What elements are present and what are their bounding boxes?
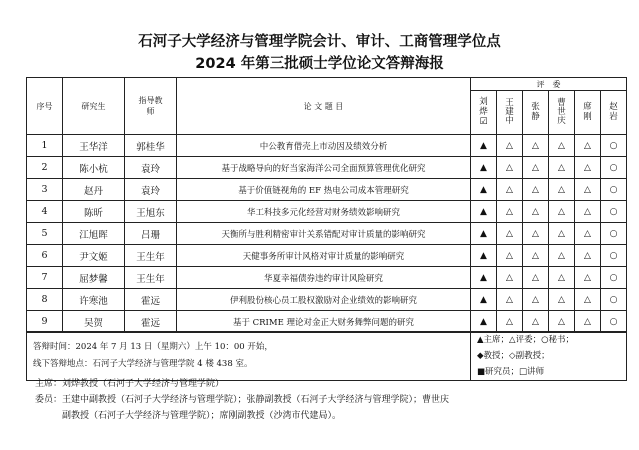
table-row <box>27 223 627 245</box>
defense-place: 线下答辩地点：石河子大学经济与管理学院 4 楼 438 室。 <box>33 359 253 369</box>
row-topic: 基于战略导向的好当家海洋公司全面预算管理优化研究 <box>177 157 471 179</box>
row-index: 2 <box>27 157 63 179</box>
row-judge-mark: △ <box>523 267 549 289</box>
row-judge-mark: △ <box>523 157 549 179</box>
row-topic: 华夏幸福债券违约审计风险研究 <box>177 267 471 289</box>
row-judge-mark: ○ <box>601 201 627 223</box>
row-judge-mark: ○ <box>601 311 627 333</box>
row-student: 赵丹 <box>63 179 125 201</box>
row-judge-mark: △ <box>575 245 601 267</box>
poster-title-line2: 2024 年第三批硕士学位论文答辩海报 <box>195 56 444 72</box>
row-index: 1 <box>27 135 63 157</box>
row-advisor: 王旭东 <box>125 201 177 223</box>
judge-header-3 <box>523 91 549 135</box>
row-advisor: 霍远 <box>125 311 177 333</box>
row-judge-mark: △ <box>523 223 549 245</box>
row-judge-mark: △ <box>575 135 601 157</box>
row-advisor: 王生年 <box>125 267 177 289</box>
row-advisor: 袁玲 <box>125 157 177 179</box>
row-index: 9 <box>27 311 63 333</box>
row-topic: 天衡所与胜利精密审计关系错配对审计质量的影响研究 <box>177 223 471 245</box>
row-advisor: 王生年 <box>125 245 177 267</box>
row-advisor: 郭桂华 <box>125 135 177 157</box>
judge-name: 席刚 <box>583 102 592 122</box>
row-student: 尹文姬 <box>63 245 125 267</box>
row-advisor: 霍远 <box>125 289 177 311</box>
defense-schedule-table <box>26 77 627 333</box>
row-judge-mark: △ <box>575 223 601 245</box>
defense-time: 答辩时间：2024 年 7 月 13 日（星期六）上午 10：00 开始， <box>33 342 273 352</box>
row-judge-mark: △ <box>575 201 601 223</box>
row-advisor: 吕珊 <box>125 223 177 245</box>
row-student: 许寒池 <box>63 289 125 311</box>
row-topic: 华工科技多元化经营对财务绩效影响研究 <box>177 201 471 223</box>
row-judge-mark: △ <box>575 157 601 179</box>
row-judge-mark: △ <box>523 201 549 223</box>
row-judge-mark: △ <box>549 289 575 311</box>
judge-name: 刘烨 <box>479 97 488 117</box>
row-judge-mark: △ <box>549 267 575 289</box>
row-judge-mark: ▲ <box>471 289 497 311</box>
row-judge-mark: △ <box>497 157 523 179</box>
judge-name: 曹世庆 <box>557 97 566 127</box>
row-judge-mark: ○ <box>601 289 627 311</box>
row-judge-mark: ▲ <box>471 179 497 201</box>
row-judge-mark: ▲ <box>471 201 497 223</box>
table-row <box>27 157 627 179</box>
row-judge-mark: △ <box>549 201 575 223</box>
judge-name: 赵岩 <box>609 102 618 122</box>
row-judge-mark: ▲ <box>471 267 497 289</box>
row-judge-mark: △ <box>497 267 523 289</box>
row-judge-mark: △ <box>497 223 523 245</box>
row-judge-mark: ▲ <box>471 223 497 245</box>
header-index: 序号 <box>27 78 63 135</box>
table-row <box>27 311 627 333</box>
row-judge-mark: △ <box>575 289 601 311</box>
row-topic: 天健事务所审计风格对审计质量的影响研究 <box>177 245 471 267</box>
row-topic: 基于价值链视角的 EF 热电公司成本管理研究 <box>177 179 471 201</box>
row-index: 3 <box>27 179 63 201</box>
row-student: 江旭晖 <box>63 223 125 245</box>
row-advisor: 袁玲 <box>125 179 177 201</box>
row-judge-mark: △ <box>497 135 523 157</box>
row-judge-mark: △ <box>523 311 549 333</box>
table-row <box>27 245 627 267</box>
row-judge-mark: △ <box>575 311 601 333</box>
judge-header-4 <box>549 91 575 135</box>
row-judge-mark: △ <box>523 135 549 157</box>
header-topic: 论 文 题 目 <box>177 78 471 135</box>
judge-header-6 <box>601 91 627 135</box>
row-judge-mark: △ <box>575 267 601 289</box>
row-judge-mark: ○ <box>601 135 627 157</box>
table-row <box>27 201 627 223</box>
row-student: 屈梦馨 <box>63 267 125 289</box>
defense-info <box>27 332 471 381</box>
committee-chair: 主席：刘烨教授（石河子大学经济与管理学院） <box>35 379 225 389</box>
row-judge-mark: △ <box>549 223 575 245</box>
poster-title-line1: 石河子大学经济与管理学院会计、审计、工商管理学位点 <box>138 34 501 50</box>
row-student: 王华洋 <box>63 135 125 157</box>
row-judge-mark: ▲ <box>471 245 497 267</box>
legend <box>471 332 627 381</box>
row-topic: 中公教育借壳上市动因及绩效分析 <box>177 135 471 157</box>
committee-members-line1: 委员：王建中副教授（石河子大学经济与管理学院）；张静副教授（石河子大学经济与管理学院）；曹世庆 <box>35 395 450 405</box>
header-student: 研究生 <box>63 78 125 135</box>
row-judge-mark: △ <box>549 135 575 157</box>
row-student: 陈昕 <box>63 201 125 223</box>
judge-name: 张静 <box>531 102 540 122</box>
row-index: 7 <box>27 267 63 289</box>
legend-roles: ▲主席；△评委；○秘书； <box>477 335 574 345</box>
table-row <box>27 289 627 311</box>
row-judge-mark: △ <box>523 179 549 201</box>
footer-info-table <box>26 331 627 381</box>
row-judge-mark: ▲ <box>471 311 497 333</box>
row-judge-mark: ○ <box>601 245 627 267</box>
table-row <box>27 267 627 289</box>
row-judge-mark: ▲ <box>471 157 497 179</box>
header-advisor: 指导教师 <box>125 78 177 135</box>
judge-name: 王建中 <box>505 97 514 127</box>
committee-list <box>35 376 635 424</box>
row-index: 4 <box>27 201 63 223</box>
row-judge-mark: ○ <box>601 223 627 245</box>
committee-members-line2: 副教授（石河子大学经济与管理学院）；席刚副教授（沙湾市代建局）。 <box>35 411 342 421</box>
row-judge-mark: △ <box>549 245 575 267</box>
row-judge-mark: △ <box>523 245 549 267</box>
row-judge-mark: △ <box>497 311 523 333</box>
row-judge-mark: △ <box>549 179 575 201</box>
row-judge-mark: △ <box>549 157 575 179</box>
row-student: 陈小杭 <box>63 157 125 179</box>
row-judge-mark: △ <box>497 179 523 201</box>
row-topic: 伊利股份核心员工股权激励对企业绩效的影响研究 <box>177 289 471 311</box>
row-judge-mark: △ <box>497 201 523 223</box>
row-judge-mark: △ <box>575 179 601 201</box>
row-index: 8 <box>27 289 63 311</box>
judge-header-2 <box>497 91 523 135</box>
judge-note: ☑ <box>479 116 488 127</box>
row-judge-mark: ○ <box>601 157 627 179</box>
row-judge-mark: ○ <box>601 267 627 289</box>
legend-titles: ■研究员；□讲师 <box>477 367 545 377</box>
table-row <box>27 179 627 201</box>
row-judge-mark: △ <box>549 311 575 333</box>
table-row <box>27 135 627 157</box>
header-judges: 评 委 <box>471 78 627 91</box>
legend-ranks: ◆教授；◇副教授； <box>477 351 550 361</box>
row-judge-mark: ▲ <box>471 135 497 157</box>
row-student: 吴贺 <box>63 311 125 333</box>
row-index: 5 <box>27 223 63 245</box>
row-topic: 基于 CRIME 理论对金正大财务舞弊问题的研究 <box>177 311 471 333</box>
judge-header-5 <box>575 91 601 135</box>
row-judge-mark: △ <box>497 289 523 311</box>
row-judge-mark: ○ <box>601 179 627 201</box>
row-index: 6 <box>27 245 63 267</box>
judge-header-1 <box>471 91 497 135</box>
row-judge-mark: △ <box>523 289 549 311</box>
row-judge-mark: △ <box>497 245 523 267</box>
